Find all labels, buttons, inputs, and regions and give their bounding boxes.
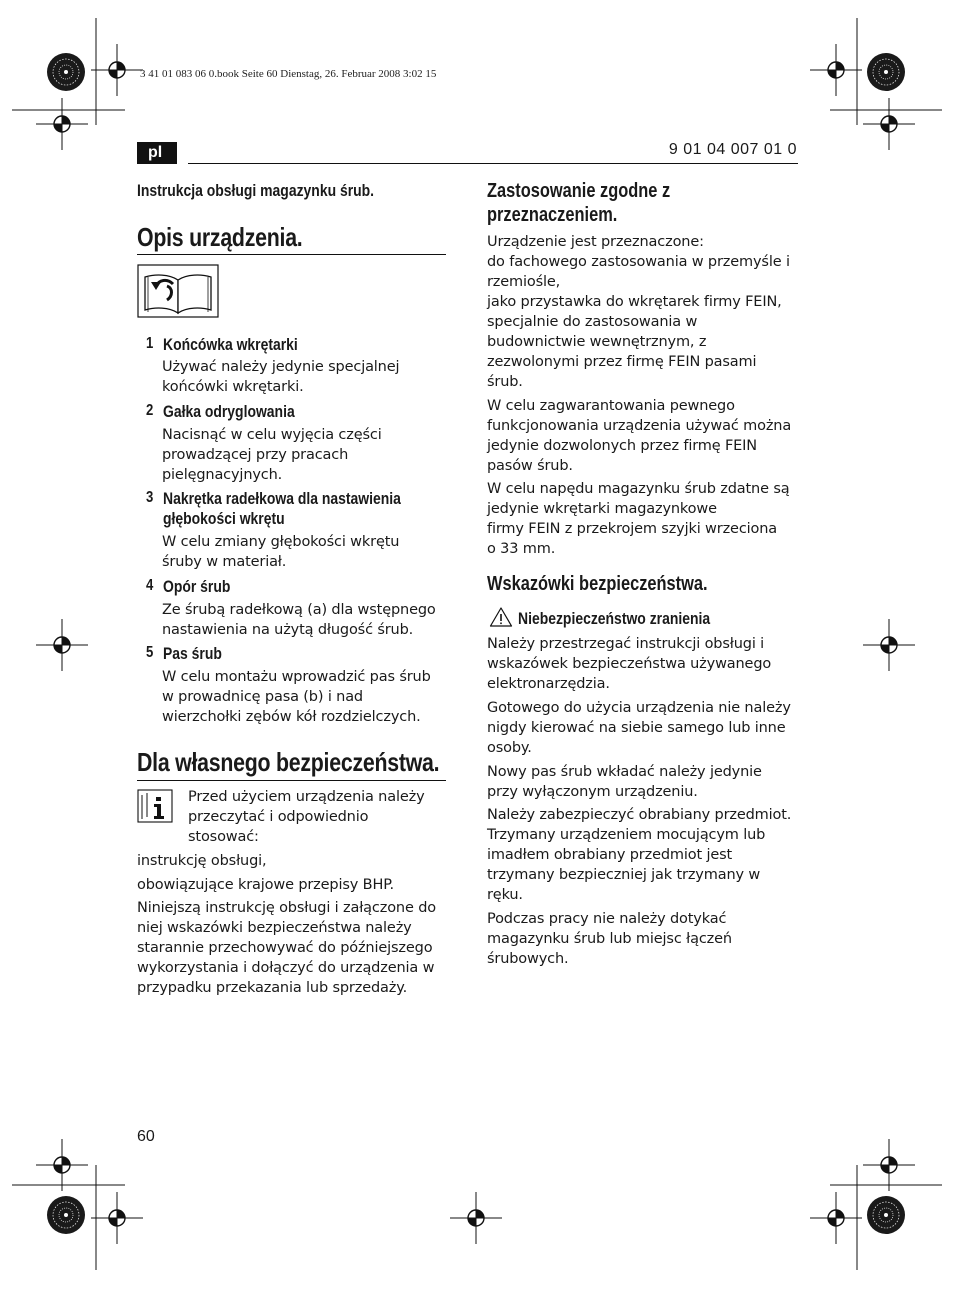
- reg-mark-bottom-right-b: [863, 1139, 915, 1191]
- order-number: 9 01 04 007 01 0: [668, 141, 797, 158]
- print-info: 3 41 01 083 06 0.book Seite 60 Dienstag, 26. Februar 2008 3:02 15: [140, 68, 437, 80]
- usage-heading: Zastosowanie zgodne z przeznaczeniem.: [487, 180, 671, 226]
- reg-mark-bottom-left-a: [36, 1139, 88, 1191]
- open-book-icon: [137, 264, 219, 318]
- usage-paragraph-2: W celu zagwarantowania pewnego funkcjonowania urządzenia używać można jedynie dozwolonych przez firmę FEIN pasów śrub.: [487, 398, 792, 474]
- item-title: Pas śrub: [163, 644, 222, 663]
- section-title-description: Opis urządzenia.: [137, 222, 303, 252]
- warning-label: Niebezpieczeństwo zranienia: [518, 609, 711, 628]
- item-description: Używać należy jedynie specjalnej końcówki wkrętarki.: [162, 359, 400, 395]
- item-number: 4: [146, 577, 154, 594]
- list-item: [146, 335, 456, 397]
- component-list: [146, 335, 456, 397]
- info-note: Przed użyciem urządzenia należy przeczytać i odpowiednio stosować:: [188, 789, 425, 845]
- safety-paragraph-1: Należy przestrzegać instrukcji obsługi i wskazówek bezpieczeństwa używanego elektronarzędzia.: [487, 636, 772, 692]
- reg-mark-bottom-center: [450, 1192, 502, 1244]
- item-number: 1: [146, 335, 154, 352]
- item-title: Końcówka wkrętarki: [163, 335, 298, 354]
- item-number: 3: [146, 489, 154, 506]
- safety-paragraph-5: Podczas pracy nie należy dotykać magazynku śrub lub miejsc łączeń śrubowych.: [487, 911, 732, 967]
- reg-mark-middle-left: [36, 619, 88, 671]
- star-target-bottom-right: [867, 1196, 905, 1234]
- list-item: [146, 577, 456, 640]
- list-item: [146, 644, 456, 727]
- item-title-line2: głębokości wkrętu: [163, 509, 285, 528]
- item-description: Nacisnąć w celu wyjęcia części prowadzącej przy pracach pielęgnacyjnych.: [162, 427, 382, 483]
- safety-paragraph-2: Gotowego do użycia urządzenia nie należy nigdy kierować na siebie samego lub inne osoby.: [487, 700, 791, 756]
- language-badge: pl: [137, 142, 177, 164]
- safety-heading: Wskazówki bezpieczeństwa.: [487, 573, 708, 595]
- paragraph-manual: instrukcję obsługi,: [137, 853, 267, 869]
- item-description: Ze śrubą radełkową (a) dla wstępnego nastawienia na użytą długość śrub.: [162, 602, 436, 638]
- section-title-safety: Dla własnego bezpieczeństwa.: [137, 747, 440, 777]
- safety-paragraph-3: Nowy pas śrub wkładać należy jedynie przy wyłączonym urządzeniu.: [487, 764, 762, 800]
- info-book-icon: [137, 789, 173, 823]
- list-item: [146, 402, 456, 485]
- paragraph-keep-instructions: Niniejszą instrukcję obsługi i załączone do niej wskazówki bezpieczeństwa należy starannie przechowywać do późniejszego wykorzystania i dołączyć do urządzenia w przypadku przekazania lub sprzedaży.: [137, 900, 436, 996]
- page-number: 60: [137, 1128, 155, 1145]
- reg-mark-top-left-a: [91, 44, 143, 96]
- intro-heading: Instrukcja obsługi magazynku śrub.: [137, 181, 375, 200]
- item-title: Gałka odryglowania: [163, 402, 295, 421]
- reg-mark-top-right-a: [810, 44, 862, 96]
- warning-triangle-icon: [489, 606, 513, 628]
- star-target-bottom-left: [47, 1196, 85, 1234]
- item-number: 5: [146, 644, 154, 661]
- usage-paragraph-1: Urządzenie jest przeznaczone: do fachowego zastosowania w przemyśle i rzemiośle, jako przystawka do wkrętarek firmy FEIN, specjalnie do zastosowania w budownictwie wewnętrznym, z zezwolonymi przez firmę FEIN pasami śrub.: [487, 234, 790, 390]
- usage-paragraph-3: W celu napędu magazynku śrub zdatne są jedynie wkrętarki magazynkowe firmy FEIN z przekrojem szyjki wrzeciona o 33 mm.: [487, 481, 790, 557]
- safety-paragraph-4: Należy zabezpieczyć obrabiany przedmiot. Trzymany urządzeniem mocującym lub imadłem obrabiany przedmiot jest trzymany bezpieczniej jak trzymany w ręku.: [487, 807, 792, 903]
- item-description: W celu zmiany głębokości wkrętu śruby w materiał.: [162, 534, 400, 570]
- reg-mark-bottom-left-b: [91, 1192, 143, 1244]
- section-rule: [137, 780, 446, 781]
- star-target-top-left: [47, 53, 85, 91]
- reg-mark-bottom-right-a: [810, 1192, 862, 1244]
- reg-mark-top-right-b: [863, 98, 915, 150]
- section-rule: [137, 254, 446, 255]
- item-description: W celu montażu wprowadzić pas śrub w prowadnicę pasa (b) i nad wierzchołki zębów kół rozdzielczych.: [162, 669, 431, 725]
- list-item: [146, 489, 456, 572]
- reg-mark-middle-right: [863, 619, 915, 671]
- reg-mark-top-left-b: [36, 98, 88, 150]
- star-target-top-right: [867, 53, 905, 91]
- paragraph-regulations: obowiązujące krajowe przepisy BHP.: [137, 877, 394, 893]
- item-title: Opór śrub: [163, 577, 231, 596]
- item-title: Nakrętka radełkowa dla nastawienia: [163, 489, 401, 508]
- header-rule: [188, 163, 798, 164]
- item-number: 2: [146, 402, 154, 419]
